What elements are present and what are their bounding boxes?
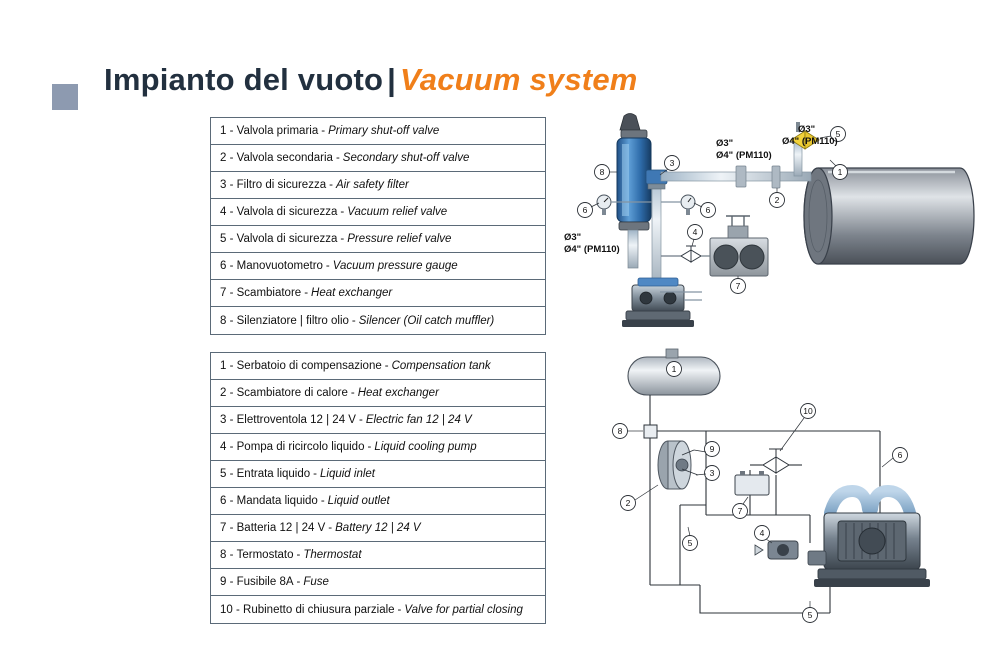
legend-table-vacuum [210, 117, 546, 335]
legend-number: 10 - [220, 603, 240, 616]
legend-dash: - [304, 287, 309, 299]
legend-label-it: Termostato [236, 549, 294, 561]
page-title-english: Vacuum system [400, 62, 638, 97]
legend-dash: - [397, 603, 402, 616]
svg-text:8: 8 [599, 167, 605, 177]
page-title-separator: | [387, 62, 397, 97]
legend-dash: - [328, 522, 333, 534]
callout-4 [688, 225, 703, 247]
legend-number: 5 - [220, 233, 234, 245]
legend-label-it: Filtro di sicurezza [236, 179, 327, 191]
legend-label-it: Valvola di sicurezza [236, 233, 338, 245]
pipe-label-mid-line1: Ø3" [716, 138, 734, 149]
page-title-italian: Impianto del vuoto [104, 62, 384, 97]
legend-number: 4 - [220, 206, 234, 218]
legend-label-it: Valvola primaria [236, 125, 319, 137]
callout-1 [667, 362, 682, 377]
legend-label-it: Scambiatore di calore [236, 387, 348, 399]
legend-number: 1 - [220, 125, 234, 137]
legend-row [211, 542, 545, 569]
legend-number: 2 - [220, 387, 234, 399]
legend-row [211, 515, 545, 542]
legend-label-it: Pompa di ricircolo liquido [236, 441, 365, 453]
legend-row [211, 145, 545, 172]
page-header [0, 34, 1005, 97]
svg-text:8: 8 [617, 426, 623, 436]
legend-number: 5 - [220, 468, 234, 480]
legend-label-en: Valve for partial closing [404, 603, 523, 616]
legend-number: 6 - [220, 260, 234, 272]
legend-label-en: Air safety filter [335, 179, 409, 191]
legend-number: 8 - [220, 549, 234, 561]
pipe-label-right-line2: Ø4" (PM110) [782, 136, 838, 147]
legend-dash: - [384, 360, 389, 372]
legend-dash: - [296, 549, 301, 561]
legend-label-it: Scambiatore [236, 287, 302, 299]
legend-row [211, 353, 545, 380]
svg-text:7: 7 [737, 506, 743, 516]
partial-closing-valve-graphic [750, 449, 802, 473]
legend-dash: - [367, 441, 372, 453]
legend-label-en: Vacuum relief valve [347, 206, 448, 218]
legend-label-en: Vacuum pressure gauge [332, 260, 458, 272]
legend-label-it: Elettroventola 12 | 24 V [236, 414, 356, 426]
legend-label-en: Primary shut-off valve [328, 125, 440, 137]
legend-label-it: Valvola di sicurezza [236, 206, 338, 218]
legend-label-en: Fuse [303, 576, 329, 588]
svg-text:6: 6 [582, 205, 588, 215]
legend-label-it: Rubinetto di chiusura parziale [243, 603, 395, 616]
callout-3 [696, 466, 720, 481]
legend-number: 7 - [220, 287, 234, 299]
svg-text:3: 3 [669, 158, 675, 168]
legend-number: 4 - [220, 441, 234, 453]
callout-8 [613, 424, 644, 439]
legend-number: 9 - [220, 576, 234, 588]
svg-text:5: 5 [807, 610, 813, 620]
legend-number: 6 - [220, 495, 234, 507]
heat-exchanger-graphic [710, 216, 768, 276]
callout-6-left [578, 203, 600, 218]
legend-dash: - [313, 468, 317, 480]
vertical-suction-pipe [652, 172, 661, 292]
vacuum-relief-valve-graphic [661, 246, 701, 262]
callout-8 [595, 165, 618, 180]
legend-number: 7 - [220, 522, 234, 534]
pipe-label-mid-line2: Ø4" (PM110) [716, 150, 772, 161]
callout-4 [755, 526, 773, 544]
callout-5-lower [803, 601, 818, 623]
legend-number: 2 - [220, 152, 234, 164]
pipe-label-right-line1: Ø3" [798, 124, 816, 135]
legend-label-en: Thermostat [303, 549, 362, 561]
callout-10 [780, 404, 816, 452]
legend-row [211, 569, 545, 596]
legend-label-it: Serbatoio di compensazione [236, 360, 382, 372]
legend-label-it: Entrata liquido [236, 468, 311, 480]
svg-text:4: 4 [759, 528, 765, 538]
legend-number: 3 - [220, 414, 234, 426]
svg-text:10: 10 [803, 406, 813, 416]
vacuum-pump-unit-graphic [808, 491, 930, 587]
svg-text:3: 3 [709, 468, 715, 478]
legend-label-en: Heat exchanger [357, 387, 439, 399]
legend-label-en: Battery 12 | 24 V [335, 522, 421, 534]
legend-label-en: Compensation tank [391, 360, 491, 372]
svg-text:2: 2 [625, 498, 631, 508]
legend-dash: - [351, 314, 356, 327]
battery-graphic [735, 471, 769, 495]
legend-table-cooling [210, 352, 546, 624]
svg-text:9: 9 [709, 444, 715, 454]
legend-label-it: Mandata liquido [236, 495, 318, 507]
callout-2 [770, 188, 785, 208]
legend-label-en: Liquid cooling pump [374, 441, 477, 453]
legend-label-it: Fusibile 8A [236, 576, 294, 588]
vacuum-tank-graphic [804, 168, 974, 264]
legend-label-en: Liquid outlet [327, 495, 390, 507]
svg-text:5: 5 [687, 538, 693, 548]
legend-label-en: Secondary shut-off valve [342, 152, 470, 164]
callout-7 [731, 276, 746, 294]
legend-label-it: Valvola secondaria [236, 152, 333, 164]
legend-dash: - [340, 206, 345, 218]
electric-fan-graphic [658, 441, 698, 489]
vacuum-gauge-right-graphic [681, 195, 695, 215]
callout-6-right [694, 203, 716, 218]
legend-dash: - [358, 414, 363, 426]
svg-text:1: 1 [837, 167, 843, 177]
cooling-circuit-diagram [580, 345, 1000, 630]
legend-row [211, 596, 545, 623]
legend-label-it: Silenziatore | filtro olio [236, 314, 349, 327]
legend-number: 1 - [220, 360, 234, 372]
legend-row [211, 488, 545, 515]
legend-label-it: Batteria 12 | 24 V [236, 522, 326, 534]
vacuum-gauge-left-graphic [597, 195, 611, 215]
legend-row [211, 253, 545, 280]
legend-row [211, 434, 545, 461]
pipe-label-left-line2: Ø4" (PM110) [564, 244, 620, 255]
page-title [104, 62, 638, 98]
svg-text:2: 2 [774, 195, 780, 205]
legend-dash: - [321, 125, 326, 137]
svg-text:7: 7 [735, 281, 741, 291]
legend-row [211, 199, 545, 226]
vacuum-system-diagram [560, 110, 990, 340]
liquid-cooling-pump-graphic [755, 541, 798, 559]
legend-dash: - [335, 152, 340, 164]
svg-text:1: 1 [671, 364, 677, 374]
legend-label-en: Electric fan 12 | 24 V [365, 414, 472, 426]
legend-dash: - [340, 233, 345, 245]
pipe-label-left-line1: Ø3" [564, 232, 582, 243]
legend-number: 8 - [220, 314, 234, 327]
legend-dash: - [325, 260, 330, 272]
callout-7 [733, 497, 749, 519]
callout-9 [694, 442, 720, 457]
legend-number: 3 - [220, 179, 234, 191]
legend-row [211, 118, 545, 145]
header-bullet-square [52, 84, 78, 110]
legend-row [211, 172, 545, 199]
legend-label-en: Liquid inlet [320, 468, 375, 480]
legend-row [211, 307, 545, 334]
legend-dash: - [329, 179, 333, 191]
legend-label-it: Manovuotometro [236, 260, 323, 272]
legend-label-en: Pressure relief valve [347, 233, 452, 245]
legend-row [211, 226, 545, 253]
vacuum-pump-graphic [622, 278, 702, 327]
svg-text:6: 6 [705, 205, 711, 215]
legend-row [211, 407, 545, 434]
legend-row [211, 380, 545, 407]
callout-6 [882, 448, 908, 468]
legend-row [211, 280, 545, 307]
svg-text:4: 4 [692, 227, 698, 237]
legend-row [211, 461, 545, 488]
callout-5-upper [683, 527, 698, 551]
silencer-graphic [617, 114, 651, 269]
legend-dash: - [296, 576, 301, 588]
svg-text:6: 6 [897, 450, 903, 460]
legend-dash: - [320, 495, 325, 507]
thermostat-graphic [644, 425, 657, 438]
legend-label-en: Heat exchanger [311, 287, 393, 299]
svg-text:5: 5 [835, 129, 841, 139]
legend-dash: - [350, 387, 355, 399]
callout-2 [621, 485, 659, 511]
legend-label-en: Silencer (Oil catch muffler) [358, 314, 495, 327]
